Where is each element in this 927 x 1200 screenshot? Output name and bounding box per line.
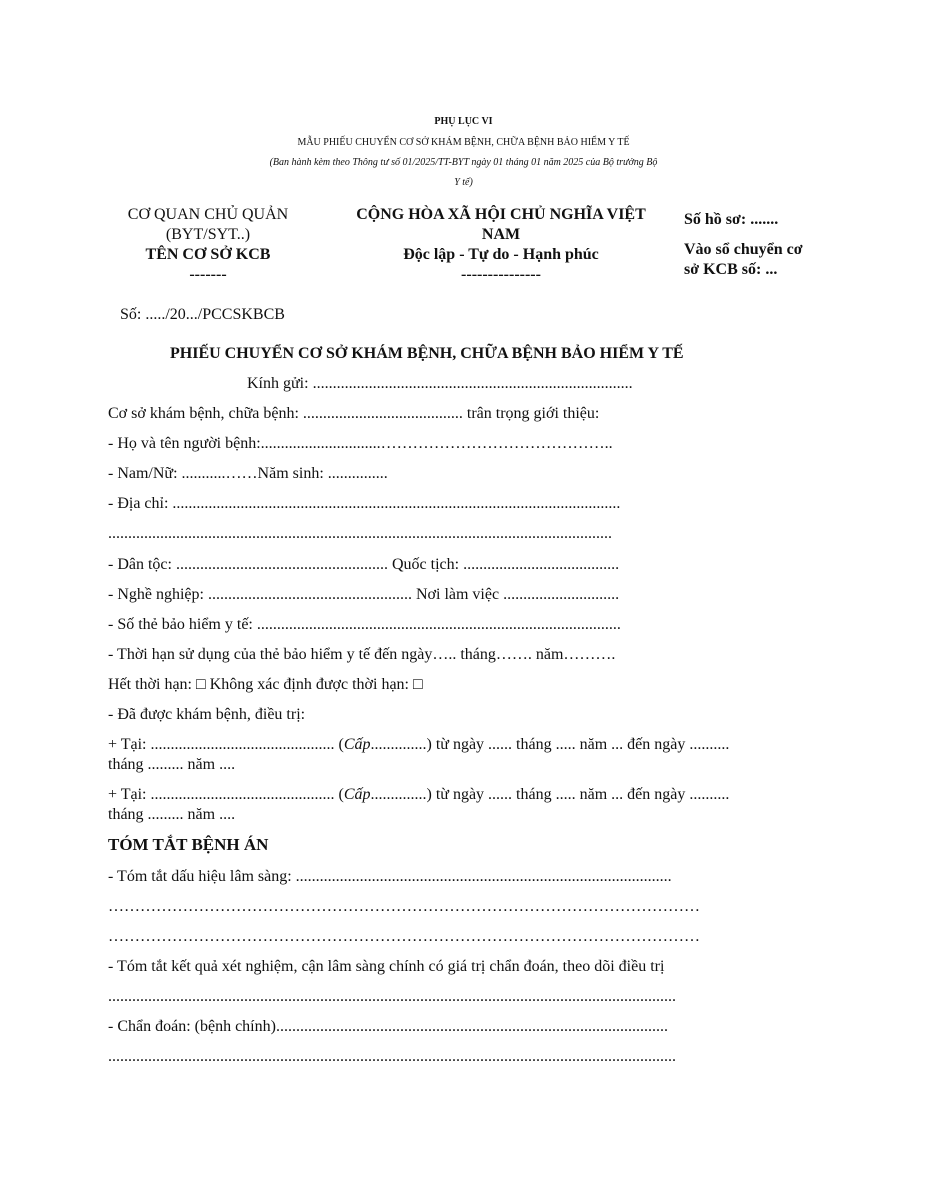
center-divider: --------------- (461, 266, 541, 283)
facility-intro-field: Cơ sở khám bệnh, chữa bệnh: ........................................ trân trọng giới thiệu: (108, 405, 600, 422)
document-number: Số: ...../20.../PCCSKBCB (120, 306, 285, 323)
lab-results-continuation: .............................................................................................................................................. (108, 988, 676, 1005)
gender-birth-field: - Nam/Nữ: ...........……Năm sinh: ............... (108, 465, 388, 482)
address-field: - Địa chỉ: ................................................................................................................ (108, 495, 621, 512)
insurance-card-field: - Số thẻ bảo hiểm y tế: ........................................................................................... (108, 616, 621, 633)
form-subtitle: MẪU PHIẾU CHUYỂN CƠ SỞ KHÁM BỆNH, CHỮA BỆNH BẢO HIỂM Y TẾ (297, 137, 630, 148)
record-number: Số hồ sơ: ....... (684, 211, 779, 228)
appendix-title: PHỤ LỤC VI (434, 116, 493, 127)
recipient-field: Kính gửi: ................................................................................ (247, 375, 633, 392)
clinical-signs-continuation-2: ………………………………………………………………………………………………… (108, 928, 700, 945)
treatment-2-dates: ..............) từ ngày ...... tháng ..... năm ... đến ngày .......... (370, 786, 730, 803)
left-divider: ------- (189, 266, 227, 283)
issued-line-2: Y tế) (454, 177, 473, 188)
treatment-2-place: + Tại: .............................................. ( (108, 786, 344, 803)
transfer-log-line-1: Vào sổ chuyển cơ (684, 241, 803, 258)
clinical-signs-field: - Tóm tắt dấu hiệu lâm sàng: .............................................................................................. (108, 868, 672, 885)
nation-line-2: NAM (481, 226, 521, 243)
diagnosis-continuation: .............................................................................................................................................. (108, 1048, 676, 1065)
card-validity-field: - Thời hạn sử dụng của thẻ bảo hiểm y tế đến ngày….. tháng……. năm………. (108, 646, 616, 663)
treatment-1-place: + Tại: .............................................. ( (108, 736, 344, 753)
ethnicity-nationality-field: - Dân tộc: ..................................................... Quốc tịch: ....................................... (108, 556, 620, 573)
treatment-2-line-1 (108, 785, 729, 805)
treatment-2-level-label: Cấp (343, 786, 371, 803)
form-title: PHIẾU CHUYỂN CƠ SỞ KHÁM BỆNH, CHỮA BỆNH BẢO HIỂM Y TẾ (170, 345, 684, 362)
issued-line-1: (Ban hành kèm theo Thông tư số 01/2025/TT-BYT ngày 01 tháng 01 năm 2025 của Bộ trưởng Bộ (269, 157, 658, 168)
treatment-1-level-label: Cấp (343, 736, 371, 753)
nation-line-1: CỘNG HÒA XÃ HỘI CHỦ NGHĨA VIỆT (356, 206, 646, 223)
treatment-1-line-1 (108, 735, 729, 755)
treated-intro: - Đã được khám bệnh, điều trị: (108, 706, 306, 723)
treatment-1-line-2: tháng ......... năm .... (108, 756, 236, 773)
expiry-status-field: Hết thời hạn: □ Không xác định được thời hạn: □ (108, 676, 423, 693)
clinical-signs-continuation-1: ………………………………………………………………………………………………… (108, 898, 700, 915)
patient-name-field: - Họ và tên người bệnh:..............................…………………………………….. (108, 435, 613, 452)
diagnosis-field: - Chẩn đoán: (bệnh chính).................................................................................................. (108, 1018, 668, 1035)
address-continuation: .............................................................................................................................. (108, 525, 612, 542)
lab-results-field: - Tóm tắt kết quả xét nghiệm, cận lâm sàng chính có giá trị chẩn đoán, theo dõi điều trị (108, 958, 665, 975)
transfer-log-line-2: sở KCB số: ... (684, 261, 778, 278)
occupation-workplace-field: - Nghề nghiệp: ................................................... Nơi làm việc ............................. (108, 586, 620, 603)
treatment-1-dates: ..............) từ ngày ...... tháng ..... năm ... đến ngày .......... (370, 736, 730, 753)
treatment-2-line-2: tháng ......... năm .... (108, 806, 236, 823)
agency-name: CƠ QUAN CHỦ QUẢN (127, 206, 289, 223)
facility-name: TÊN CƠ SỞ KCB (145, 246, 271, 263)
summary-heading: TÓM TẮT BỆNH ÁN (108, 835, 269, 854)
agency-code: (BYT/SYT..) (165, 226, 251, 243)
motto: Độc lập - Tự do - Hạnh phúc (403, 246, 599, 263)
